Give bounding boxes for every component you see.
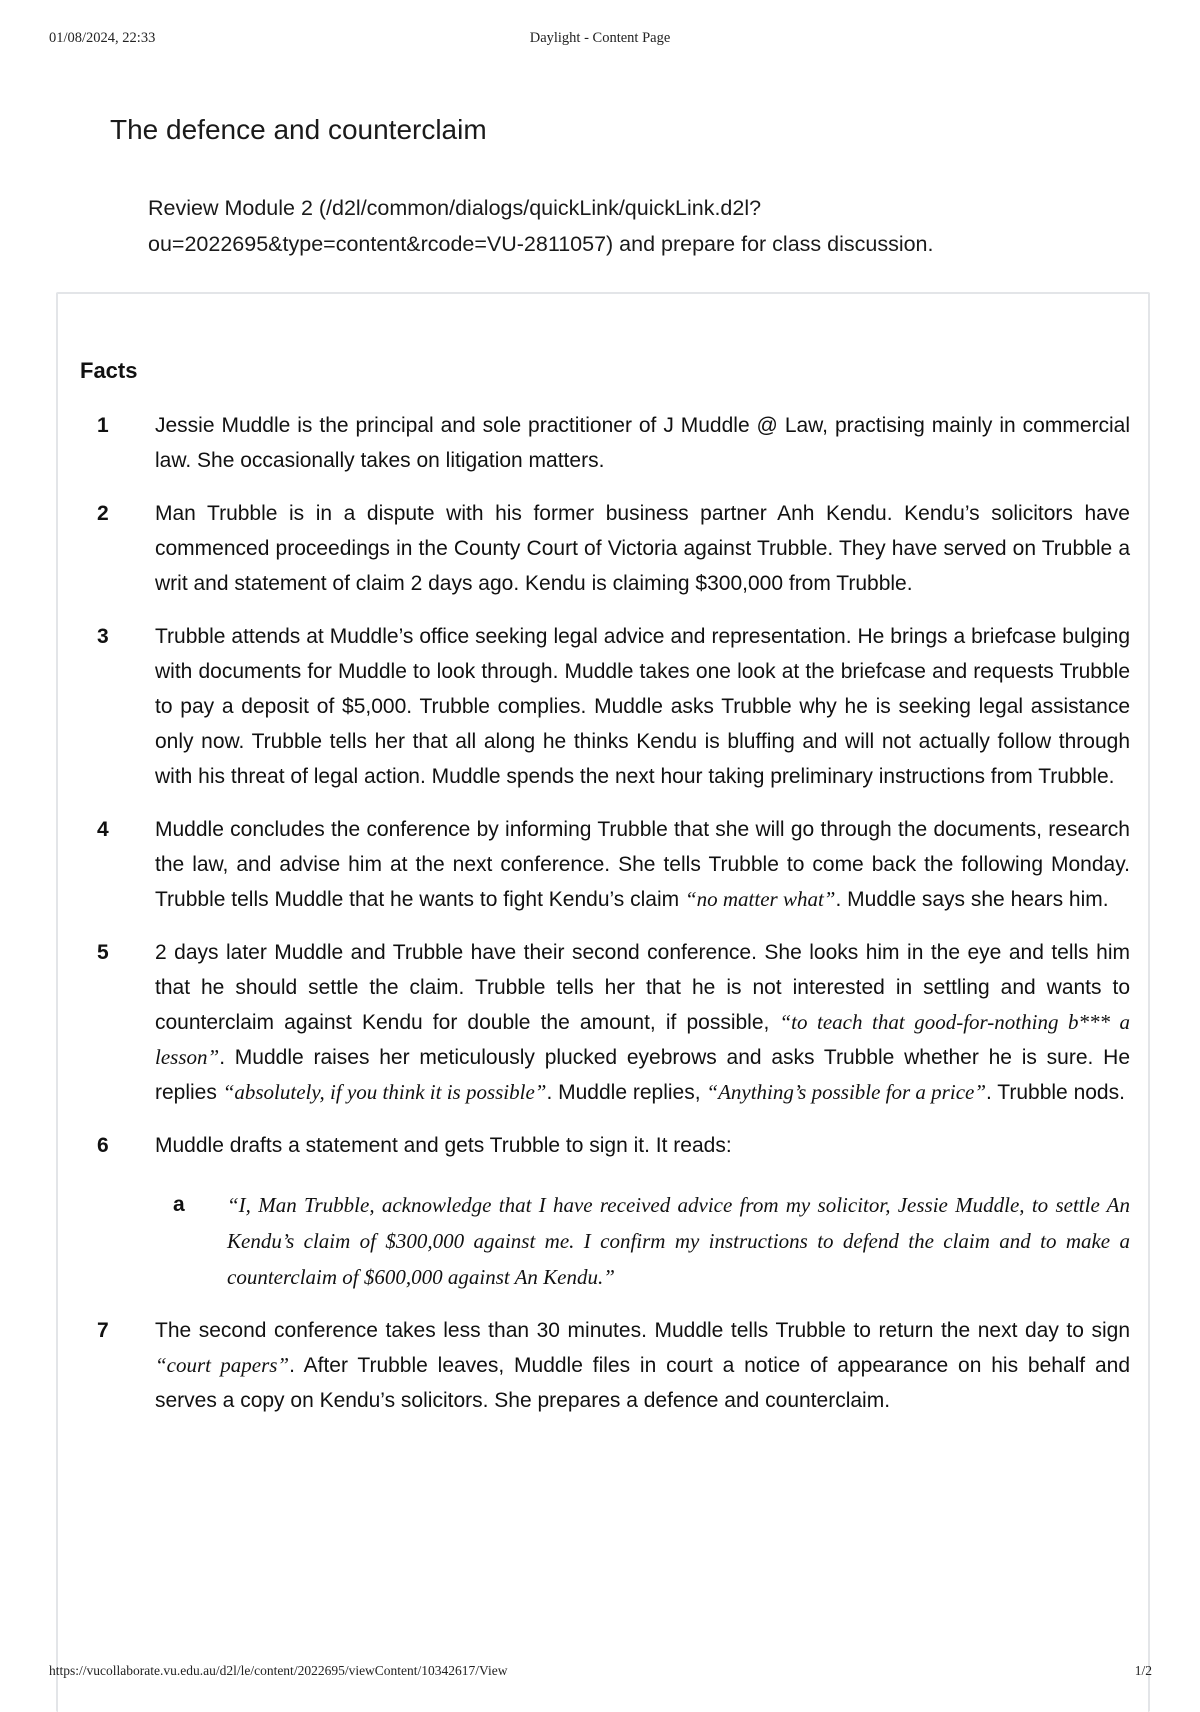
fact-number: 4	[97, 818, 109, 841]
fact-text: Jessie Muddle is the principal and sole practitioner of J Muddle @ Law, practising mainly in commercial law. She occasionally takes on litigation matters.	[155, 414, 1130, 472]
fact-number: 5	[97, 941, 109, 964]
fact-text-part: . Muddle says she hears him.	[835, 888, 1109, 911]
fact-text	[155, 812, 1130, 917]
facts-heading: Facts	[80, 358, 138, 383]
print-datetime: 01/08/2024, 22:33	[49, 30, 156, 46]
fact-number: 6	[97, 1134, 109, 1157]
fact-item	[80, 496, 1130, 601]
fact-text-part: . After Trubble leaves, Muddle files in court a notice of appearance on his behalf and serves a copy on Kendu’s solicitors. She prepares a defence and counterclaim.	[155, 1354, 1130, 1412]
fact-number: 7	[97, 1319, 109, 1342]
fact-number: 2	[97, 502, 109, 525]
fact-item	[80, 812, 1130, 917]
intro-suffix: and prepare for class discussion.	[613, 232, 934, 256]
fact-quote: “court papers”	[155, 1353, 290, 1377]
fact-text-part: Muddle concludes the conference by informing Trubble that she will go through the documents, research the law, and advise him at the next conference. She tells Trubble to come back the following Monday. Trubble tells Muddle that he wants to fight Kendu’s claim	[155, 818, 1130, 911]
sub-item	[155, 1187, 1130, 1295]
fact-text	[155, 935, 1130, 1110]
fact-text: Muddle drafts a statement and gets Trubble to sign it. It reads:	[155, 1134, 732, 1157]
fact-quote: “absolutely, if you think it is possible”	[222, 1080, 547, 1104]
fact-item	[80, 1128, 1130, 1295]
fact-text: Man Trubble is in a dispute with his former business partner Anh Kendu. Kendu’s solicitors have commenced proceedings in the County Court of Victoria against Trubble. They have served on Trubble a writ and statement of claim 2 days ago. Kendu is claiming $300,000 from Trubble.	[155, 502, 1130, 595]
fact-item	[80, 619, 1130, 794]
fact-text-part: . Trubble nods.	[986, 1081, 1125, 1104]
print-page-number: 1/2	[1134, 1663, 1152, 1678]
fact-item	[80, 935, 1130, 1110]
sub-item-text: “I, Man Trubble, acknowledge that I have received advice from my solicitor, Jessie Muddle, to settle An Kendu’s claim of $300,000 against me. I confirm my instructions to defend the claim and to make a counterclaim of $600,000 against An Kendu.”	[227, 1193, 1130, 1289]
fact-item	[80, 1313, 1130, 1418]
fact-text	[155, 1313, 1130, 1418]
sub-item-letter: a	[173, 1193, 185, 1216]
facts-list	[80, 408, 1130, 1436]
fact-quote: “no matter what”	[684, 887, 836, 911]
module-2-link[interactable]: Module 2 (/d2l/common/dialogs/quickLink/quickLink.d2l?ou=2022695&type=content&rcode=VU-2811057)	[148, 196, 762, 256]
intro-prefix: Review	[148, 196, 225, 220]
fact-text-part: . Muddle raises her meticulously plucked eyebrows and asks Trubble whether he is sure. He replies	[155, 1046, 1130, 1104]
fact-text-part: . Muddle replies,	[546, 1081, 707, 1104]
print-page-title: Daylight - Content Page	[529, 30, 671, 46]
fact-number: 3	[97, 625, 109, 648]
print-url: https://vucollaborate.vu.edu.au/d2l/le/content/2022695/viewContent/10342617/View	[49, 1663, 508, 1678]
fact-text-part: The second conference takes less than 30 minutes. Muddle tells Trubble to return the next day to sign	[155, 1319, 1130, 1342]
fact-item	[80, 408, 1130, 478]
fact-number: 1	[97, 414, 109, 437]
fact-quote: “to teach that good-for-nothing b*** a lesson”	[155, 1010, 1130, 1069]
fact-text: Trubble attends at Muddle’s office seeking legal advice and representation. He brings a briefcase bulging with documents for Muddle to look through. Muddle takes one look at the briefcase and requests Trubble to pay a deposit of $5,000. Trubble complies. Muddle asks Trubble why he is seeking legal assistance only now. Trubble tells her that all along he thinks Kendu is bluffing and will not actually follow through with his threat of legal action. Muddle spends the next hour taking preliminary instructions from Trubble.	[155, 625, 1130, 788]
intro-paragraph	[148, 190, 1108, 262]
fact-quote: “Anything’s possible for a price”	[706, 1080, 987, 1104]
page-title: The defence and counterclaim	[110, 114, 487, 145]
fact-text-part: 2 days later Muddle and Trubble have their second conference. She looks him in the eye and tells him that he should settle the claim. Trubble tells her that he is not interested in settling and wants to counterclaim against Kendu for double the amount, if possible,	[155, 941, 1130, 1034]
